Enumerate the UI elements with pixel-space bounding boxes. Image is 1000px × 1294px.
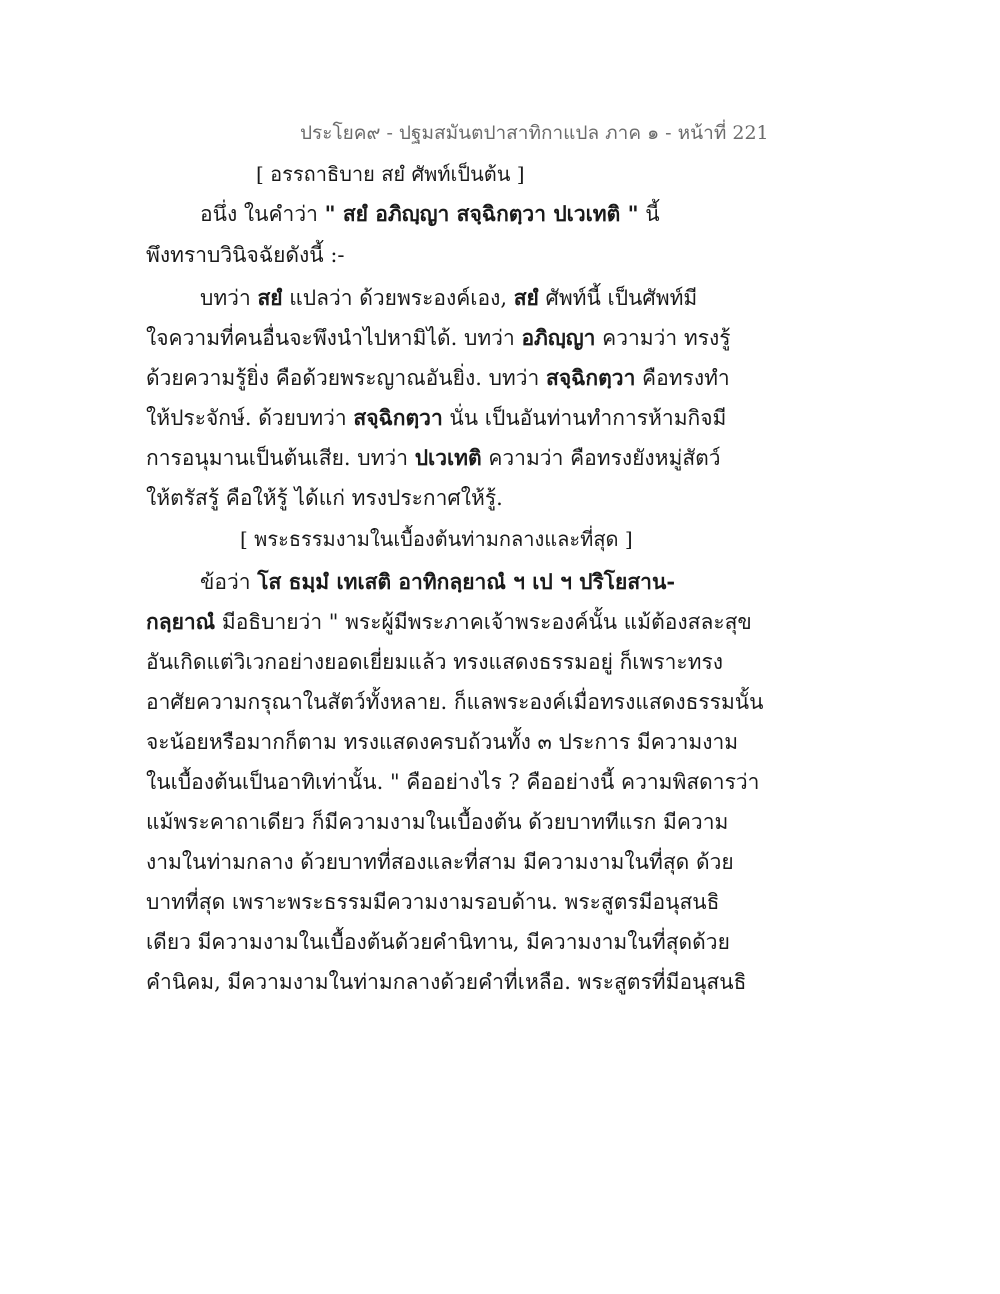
- pali-term: สจฺฉิกตฺวา: [546, 365, 636, 390]
- pali-term: กลฺยาณํ: [146, 609, 216, 634]
- paragraph-line: บาทที่สุด เพราะพระธรรมมีความงามรอบด้าน. พระสูตรมีอนุสนธิ: [146, 890, 720, 914]
- paragraph-line: [146, 362, 730, 394]
- text-run: ความว่า ทรงรู้: [595, 326, 731, 350]
- text-run: คือทรงทำ: [635, 366, 730, 390]
- paragraph-line: [200, 566, 675, 598]
- running-header: ประโยค๙ - ปฐมสมันตปาสาทิกาแปล ภาค ๑ - หน้าที่ 221: [300, 122, 769, 144]
- text-run: การอนุมานเป็นต้นเสีย. บทว่า: [146, 446, 415, 470]
- paragraph-line: [146, 606, 752, 638]
- pali-term: ปเวเทติ: [414, 445, 482, 470]
- paragraph-line: อันเกิดแต่วิเวกอย่างยอดเยี่ยมแล้ว ทรงแสดงธรรมอยู่ ก็เพราะทรง: [146, 650, 724, 674]
- text-run: ข้อว่า: [200, 570, 258, 594]
- pali-term: โส ธมฺมํ เทเสติ อาทิกลฺยาณํ ฯ เป ฯ ปริโยสาน-: [257, 569, 676, 594]
- text-run: ให้ประจักษ์. ด้วยบทว่า: [146, 406, 354, 430]
- text-run: ศัพท์นี้ เป็นศัพท์มี: [538, 286, 698, 310]
- text-run: ด้วยความรู้ยิ่ง คือด้วยพระญาณอันยิ่ง. บทว่า: [146, 366, 546, 390]
- pali-term: " สยํ อภิญฺญา สจฺฉิกตฺวา ปเวเทติ ": [324, 201, 639, 226]
- paragraph-line: [146, 442, 721, 474]
- section-heading-1: [ อรรถาธิบาย สยํ ศัพท์เป็นต้น ]: [256, 162, 525, 186]
- text-run: มีอธิบายว่า " พระผู้มีพระภาคเจ้าพระองค์นั้น แม้ต้องสละสุข: [215, 610, 752, 634]
- paragraph-line: อาศัยความกรุณาในสัตว์ทั้งหลาย. ก็แลพระองค์เมื่อทรงแสดงธรรมนั้น: [146, 690, 764, 714]
- pali-term: สจฺฉิกตฺวา: [353, 405, 443, 430]
- paragraph-line: แม้พระคาถาเดียว ก็มีความงามในเบื้องต้น ด้วยบาททีแรก มีความ: [146, 810, 729, 834]
- text-run: ความว่า คือทรงยังหมู่สัตว์: [481, 446, 721, 470]
- text-run: อนึ่ง ในคำว่า: [200, 202, 325, 226]
- text-run: แปลว่า ด้วยพระองค์เอง,: [282, 286, 514, 310]
- text-run: ใจความที่คนอื่นจะพึงนำไปหามิได้. บทว่า: [146, 326, 522, 350]
- pali-term: สยํ: [513, 285, 539, 310]
- text-run: นั่น เป็นอันท่านทำการห้ามกิจมี: [442, 406, 727, 430]
- section-heading-2: [ พระธรรมงามในเบื้องต้นท่ามกลางและที่สุด ]: [240, 527, 633, 551]
- paragraph-line: [200, 282, 697, 314]
- paragraph-line: ให้ตรัสรู้ คือให้รู้ ได้แก่ ทรงประกาศให้รู้.: [146, 486, 503, 510]
- pali-term: อภิญฺญา: [521, 325, 596, 350]
- pali-term: สยํ: [257, 285, 283, 310]
- paragraph-line: [146, 402, 726, 434]
- paragraph-line: งามในท่ามกลาง ด้วยบาทที่สองและที่สาม มีความงามในที่สุด ด้วย: [146, 850, 734, 874]
- text-run: นี้: [638, 202, 660, 226]
- paragraph-line: [200, 198, 660, 230]
- paragraph-line: ในเบื้องต้นเป็นอาทิเท่านั้น. " คืออย่างไร ? คืออย่างนี้ ความพิสดารว่า: [146, 770, 760, 794]
- paragraph-line: เดียว มีความงามในเบื้องต้นด้วยคำนิทาน, มีความงามในที่สุดด้วย: [146, 930, 730, 954]
- paragraph-line: พึงทราบวินิจฉัยดังนี้ :-: [146, 243, 345, 267]
- paragraph-line: [146, 322, 731, 354]
- text-run: บทว่า: [200, 286, 258, 310]
- paragraph-line: คำนิคม, มีความงามในท่ามกลางด้วยคำที่เหลือ. พระสูตรที่มีอนุสนธิ: [146, 970, 747, 994]
- paragraph-line: จะน้อยหรือมากก็ตาม ทรงแสดงครบถ้วนทั้ง ๓ ประการ มีความงาม: [146, 730, 739, 754]
